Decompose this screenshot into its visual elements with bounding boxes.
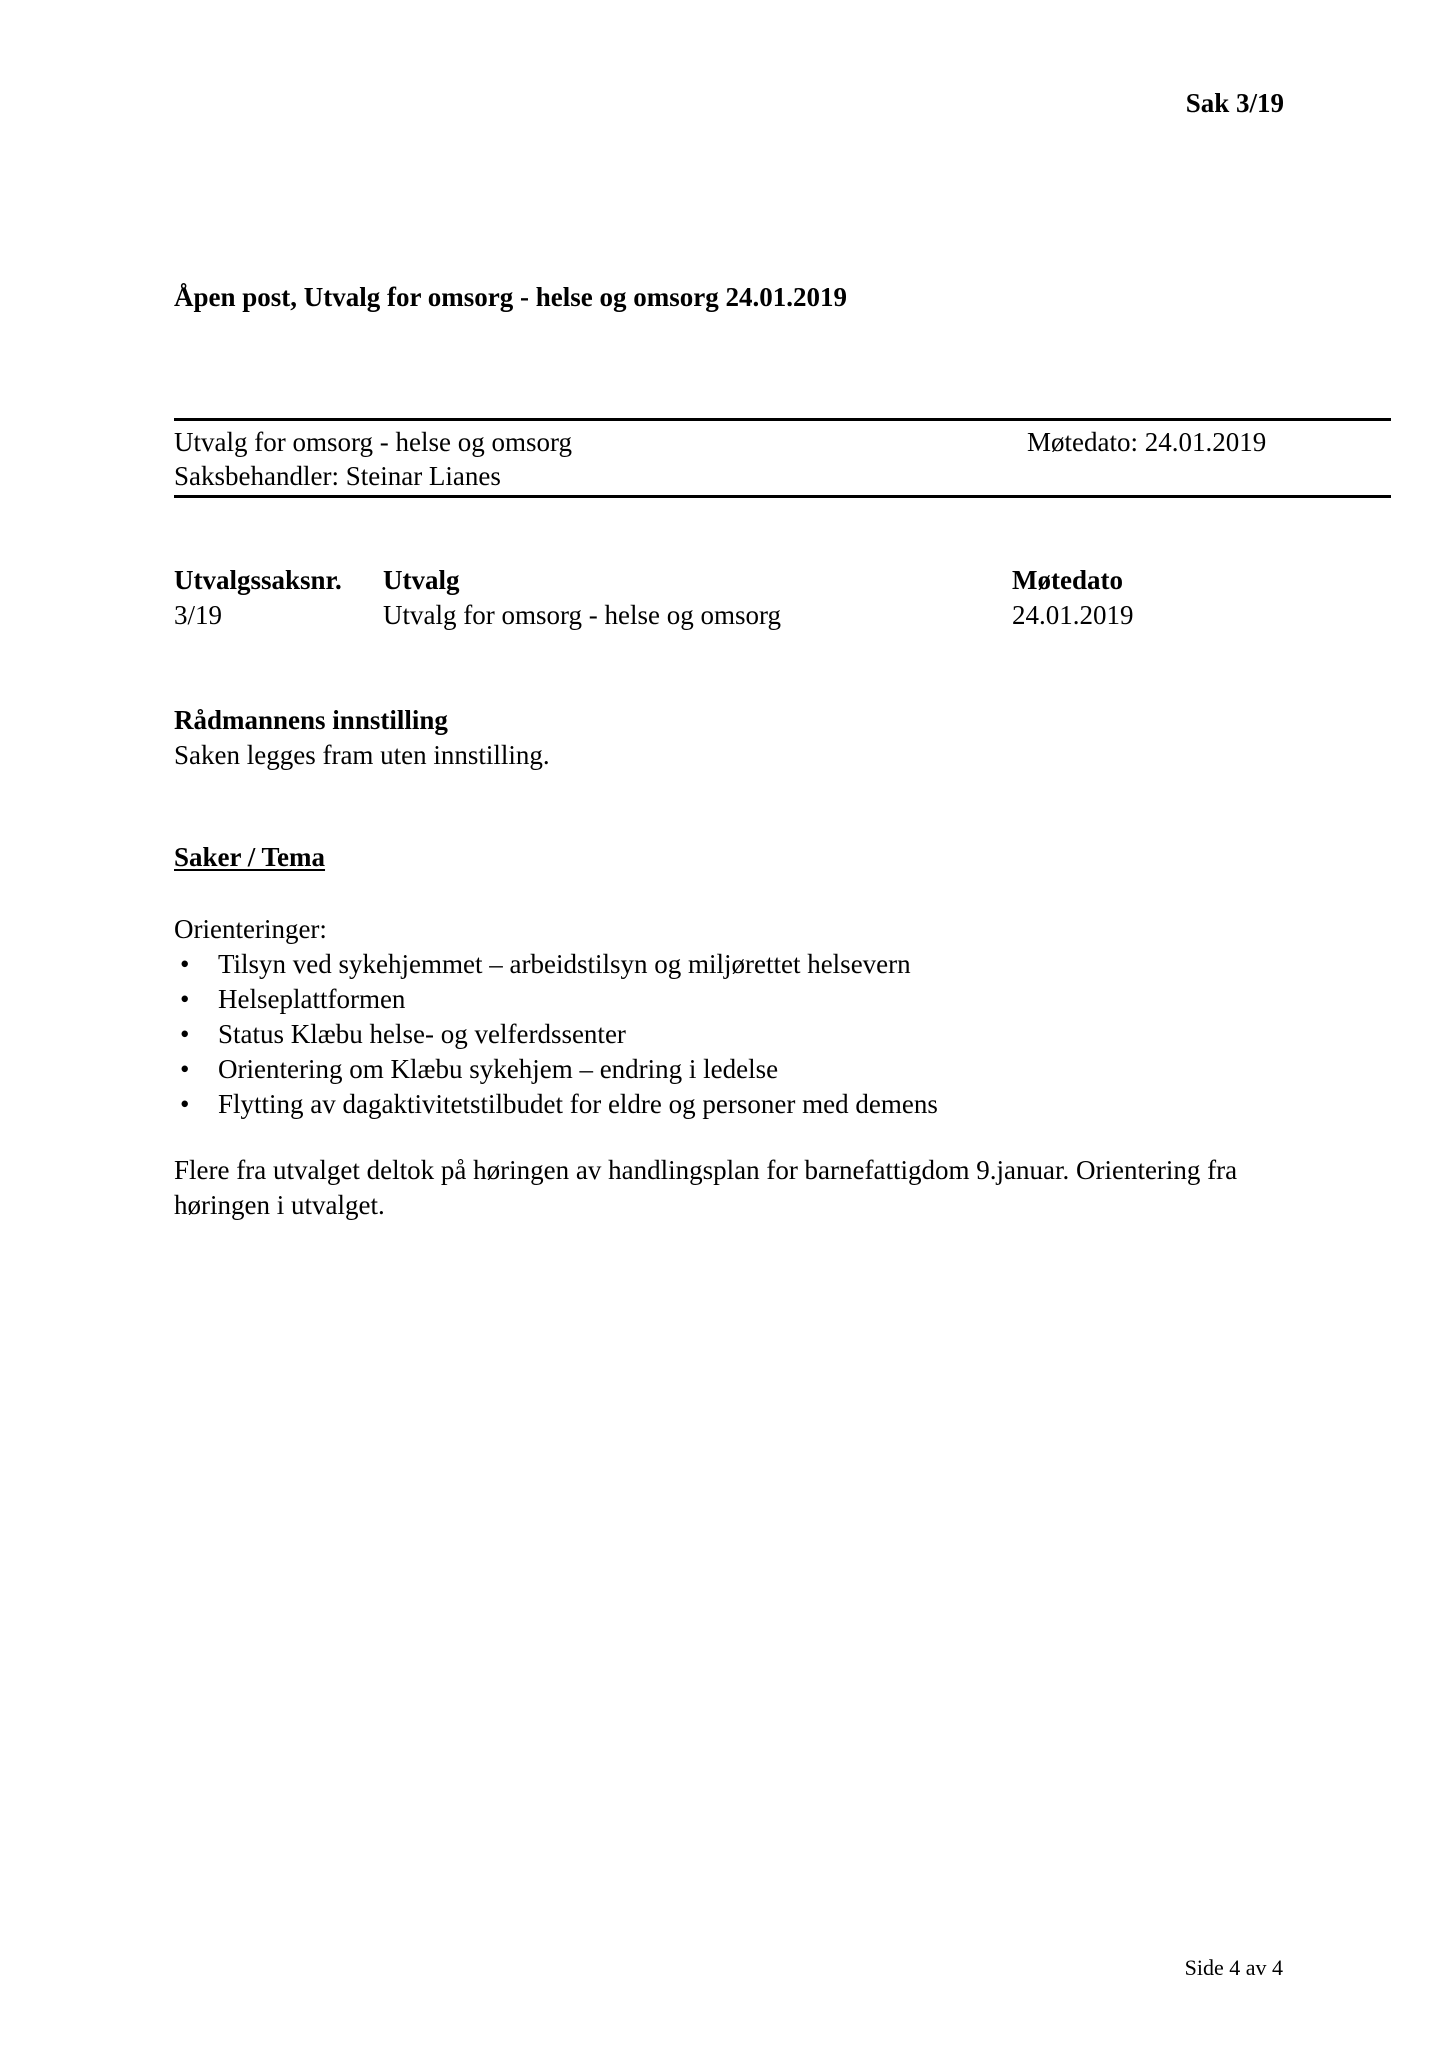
bullet-icon: •: [180, 949, 190, 979]
orientations-block: [174, 912, 938, 1122]
case-reference: Sak 3/19: [1185, 88, 1284, 118]
list-item: [174, 1017, 938, 1052]
document-title: Åpen post, Utvalg for omsorg - helse og omsorg 24.01.2019: [174, 282, 847, 312]
list-item-text: Status Klæbu helse- og velferdssenter: [218, 1019, 626, 1049]
list-item-text: Orientering om Klæbu sykehjem – endring i ledelse: [218, 1054, 779, 1084]
cases-table: [174, 563, 1274, 633]
bullet-icon: •: [180, 1089, 190, 1119]
cases-table-header: [174, 563, 1274, 598]
meta-row-officer: [174, 459, 1391, 493]
list-item: [174, 1087, 938, 1122]
orientations-intro: Orienteringer:: [174, 914, 327, 944]
committee-name: Utvalg for omsorg - helse og omsorg: [174, 427, 572, 457]
list-item: [174, 1052, 938, 1087]
list-item: [174, 947, 938, 982]
recommendation-section: [174, 703, 550, 773]
bullet-icon: •: [180, 1019, 190, 1049]
bullet-icon: •: [180, 984, 190, 1014]
meeting-date: Møtedato: 24.01.2019: [1027, 427, 1267, 457]
header-meeting-date: Møtedato: [1012, 565, 1123, 595]
meta-row-committee: [174, 425, 1391, 459]
recommendation-text: Saken legges fram uten innstilling.: [174, 740, 550, 770]
hearing-paragraph: Flere fra utvalget deltok på høringen av handlingsplan for barnefattigdom 9.januar. Orientering fra høringen i utvalget.: [174, 1155, 1238, 1220]
list-item-text: Tilsyn ved sykehjemmet – arbeidstilsyn og miljørettet helsevern: [218, 949, 911, 979]
list-item: [174, 982, 938, 1017]
header-case-number: Utvalgssaksnr.: [174, 565, 342, 595]
cell-case-number: 3/19: [174, 600, 223, 630]
header-committee: Utvalg: [383, 565, 460, 595]
list-item-text: Flytting av dagaktivitetstilbudet for eldre og personer med demens: [218, 1089, 938, 1119]
orientations-list: [174, 947, 938, 1122]
table-row: [174, 598, 1274, 633]
recommendation-heading: Rådmannens innstilling: [174, 705, 448, 735]
list-item-text: Helseplattformen: [218, 984, 406, 1014]
section-heading: Saker / Tema: [174, 842, 326, 872]
cell-committee: Utvalg for omsorg - helse og omsorg: [383, 600, 781, 630]
bullet-icon: •: [180, 1054, 190, 1084]
page-number: Side 4 av 4: [1184, 1955, 1283, 1980]
case-officer: Saksbehandler: Steinar Lianes: [174, 461, 501, 491]
cell-meeting-date: 24.01.2019: [1012, 600, 1134, 630]
meeting-meta-box: [174, 418, 1391, 498]
